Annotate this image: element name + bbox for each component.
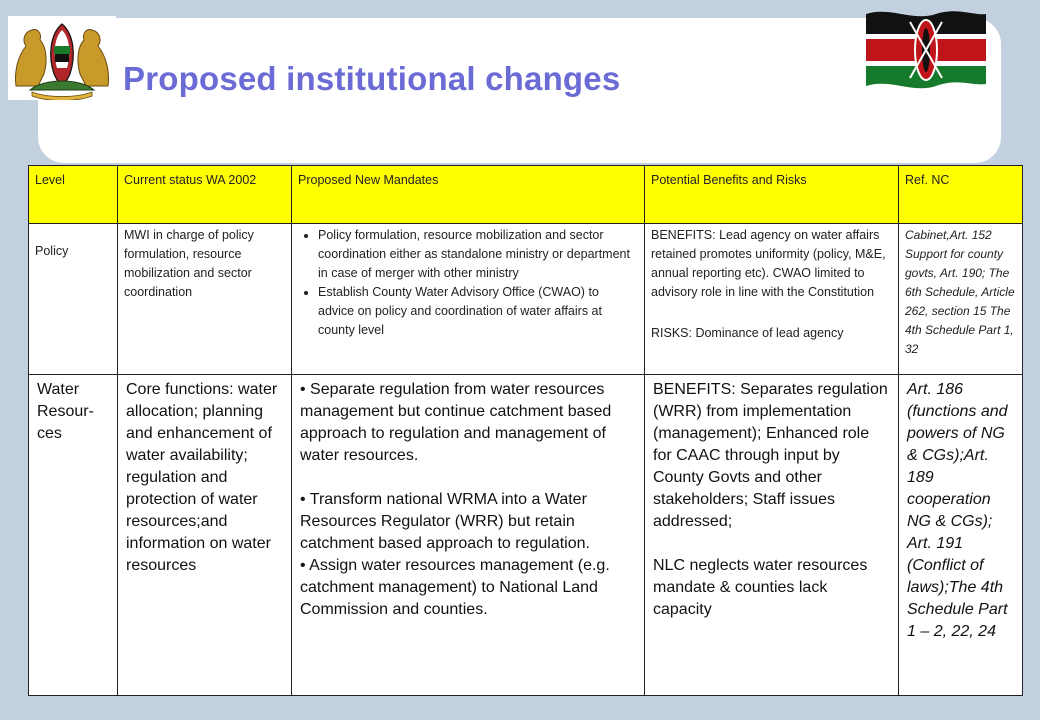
mandate-item: • Policy formulation, resource mobilization and sector coordination either as standalone ministry or department in case of merger with other ministry (318, 226, 638, 283)
current-status-cell: Core functions: water allocation; planning and enhancement of water availability; regulation and protection of water resources;and information on water resources (118, 375, 292, 696)
mandates-cell (292, 224, 645, 375)
header-level: Level (29, 166, 118, 224)
header-benefits-risks: Potential Benefits and Risks (645, 166, 899, 224)
kenya-coat-of-arms-logo (8, 16, 116, 100)
current-status-cell: MWI in charge of policy formulation, resource mobilization and sector coordination (118, 224, 292, 375)
institutional-changes-table (28, 165, 1023, 696)
risks-text: RISKS: Dominance of lead agency (651, 326, 844, 340)
ref-cell: Cabinet,Art. 152 Support for county govts, Art. 190; The 6th Schedule, Article 262, section 15 The 4th Schedule Part 1, 32 (899, 224, 1023, 375)
benefits-text: BENEFITS: Separates regulation (WRR) from implementation (management); Enhanced role for CAAC through input by County Govts and other stakeholders; Staff issues addressed; (653, 381, 888, 530)
mandate-item: • Separate regulation from water resources management but continue catchment based approach to regulation and management of water resources. (300, 381, 612, 464)
table-row (29, 224, 1023, 375)
benefits-risks-cell (645, 224, 899, 375)
page-title: Proposed institutional changes (123, 60, 621, 97)
mandate-item: • Transform national WRMA into a Water Resources Regulator (WRR) but retain catchment based approach to regulation. (300, 491, 590, 552)
mandate-item: • Establish County Water Advisory Office (CWAO) to advice on policy and coordination of water affairs at county level (318, 283, 638, 340)
benefits-risks-cell (645, 375, 899, 696)
risks-text: NLC neglects water resources mandate & counties lack capacity (653, 557, 868, 618)
ref-cell: Art. 186 (functions and powers of NG & CGs);Art. 189 cooperation NG & CGs); Art. 191 (Conflict of laws);The 4th Schedule Part 1 – 2, 22, 24 (899, 375, 1023, 696)
mandate-item: • Assign water resources management (e.g. catchment management) to National Land Commission and counties. (300, 557, 610, 618)
kenya-flag-image (860, 4, 992, 100)
mandates-cell (292, 375, 645, 696)
benefits-text: BENEFITS: Lead agency on water affairs retained promotes uniformity (policy, M&E, annual reporting etc). CWAO limited to advisory role in line with the Constitution (651, 228, 886, 299)
table-row (29, 375, 1023, 696)
level-cell: Water Resour-ces (29, 375, 118, 696)
header-current-status: Current status WA 2002 (118, 166, 292, 224)
header-ref-nc: Ref. NC (899, 166, 1023, 224)
level-cell: Policy (29, 224, 118, 375)
table-header-row (29, 166, 1023, 224)
header-proposed-mandates: Proposed New Mandates (292, 166, 645, 224)
